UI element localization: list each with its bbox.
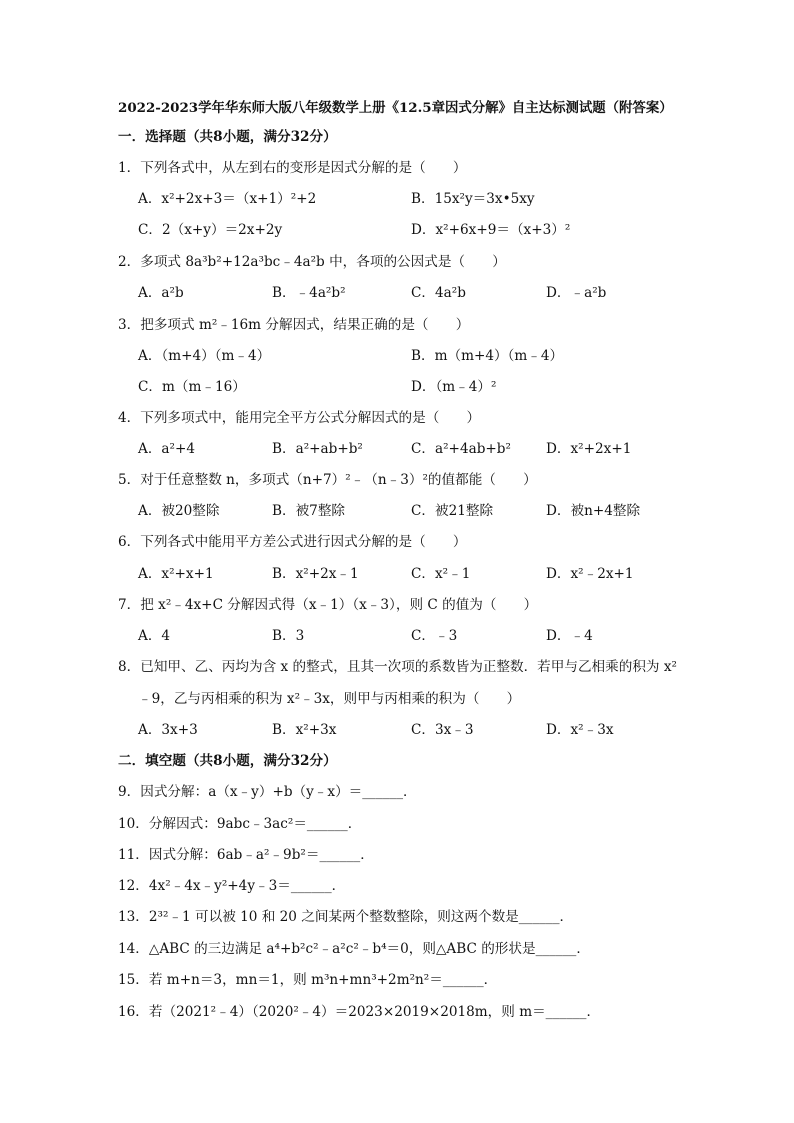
question-7-options xyxy=(138,624,658,644)
option-c: C．x²﹣1 xyxy=(411,566,471,582)
option-d: D．x²﹣3x xyxy=(546,722,614,738)
option-c: C．2（x+y）＝2x+2y xyxy=(138,222,283,238)
question-5-options xyxy=(138,499,658,519)
fill-question-16: 16．若（2021²﹣4）（2020²﹣4）＝2023×2019×2018m，则 m＝______． xyxy=(118,1004,601,1020)
page-title: 2022-2023学年华东师大版八年级数学上册《12.5章因式分解》自主达标测试题（附答案） xyxy=(118,100,673,116)
option-a: A．a²+4 xyxy=(138,441,196,457)
question-8-continuation: ﹣9，乙与丙相乘的积为 x²﹣3x，则甲与丙相乘的积为（ ） xyxy=(138,691,521,707)
option-a: A．x²+2x+3＝（x+1）²+2 xyxy=(138,191,317,207)
option-b: B．被7整除 xyxy=(272,503,346,519)
option-a: A．4 xyxy=(138,628,171,644)
question-4-options xyxy=(138,437,658,457)
option-d: D．x²+6x+9＝（x+3）² xyxy=(411,222,571,238)
option-b: B．15x²y＝3x•5xy xyxy=(411,191,535,207)
section-heading-choice: 一．选择题（共8小题，满分32分） xyxy=(118,129,337,145)
question-6: 6．下列各式中能用平方差公式进行因式分解的是（ ） xyxy=(118,534,467,550)
question-6-options xyxy=(138,562,658,582)
option-c: C．被21整除 xyxy=(411,503,494,519)
question-1: 1．下列各式中，从左到右的变形是因式分解的是（ ） xyxy=(118,160,467,176)
fill-question-10: 10．分解因式：9abc﹣3ac²＝______． xyxy=(118,816,362,832)
fill-question-11: 11．因式分解：6ab﹣a²﹣9b²＝______． xyxy=(118,847,374,863)
option-b: B．3 xyxy=(272,628,305,644)
question-5: 5．对于任意整数 n，多项式（n+7）²﹣（n﹣3）²的值都能（ ） xyxy=(118,472,537,488)
question-3: 3．把多项式 m²﹣16m 分解因式，结果正确的是（ ） xyxy=(118,317,470,333)
option-a: A．a²b xyxy=(138,285,184,301)
option-c: C．m（m﹣16） xyxy=(138,379,246,395)
option-b: B．﹣4a²b² xyxy=(272,285,346,301)
fill-question-12: 12．4x²﹣4x﹣y²+4y﹣3＝______． xyxy=(118,878,346,894)
option-b: B．m（m+4）（m﹣4） xyxy=(411,348,564,364)
option-a: A．3x+3 xyxy=(138,722,198,738)
fill-question-15: 15．若 m+n＝3，mn＝1，则 m³n+mn³+2m²n²＝______． xyxy=(118,972,498,988)
fill-question-14: 14．△ABC 的三边满足 a⁴+b²c²﹣a²c²﹣b⁴＝0，则△ABC 的形状是______． xyxy=(118,941,590,957)
option-d: D．x²﹣2x+1 xyxy=(546,566,634,582)
fill-question-9: 9．因式分解：a（x﹣y）+b（y﹣x）＝______． xyxy=(118,784,417,800)
option-d: D．x²+2x+1 xyxy=(546,441,632,457)
option-d: D．﹣4 xyxy=(546,628,593,644)
option-b: B．x²+2x﹣1 xyxy=(272,566,359,582)
section-heading-fill: 二．填空题（共8小题，满分32分） xyxy=(118,753,337,769)
question-8-options xyxy=(138,718,658,738)
question-3-options-row2 xyxy=(138,375,658,395)
question-1-options xyxy=(138,187,658,207)
option-a: A．被20整除 xyxy=(138,503,220,519)
option-a: A．x²+x+1 xyxy=(138,566,214,582)
question-7: 7．把 x²﹣4x+C 分解因式得（x﹣1）（x﹣3），则 C 的值为（ ） xyxy=(118,597,538,613)
question-4: 4．下列多项式中，能用完全平方公式分解因式的是（ ） xyxy=(118,410,481,426)
option-b: B．x²+3x xyxy=(272,722,337,738)
option-c: C．4a²b xyxy=(411,285,466,301)
option-d: D．﹣a²b xyxy=(546,285,607,301)
question-2-options xyxy=(138,281,658,301)
option-d: D．被n+4整除 xyxy=(546,503,641,519)
question-2: 2．多项式 8a³b²+12a³bc﹣4a²b 中，各项的公因式是（ ） xyxy=(118,254,506,270)
question-3-options xyxy=(138,344,658,364)
option-c: C．3x﹣3 xyxy=(411,722,474,738)
option-a: A．（m+4）（m﹣4） xyxy=(138,348,271,364)
fill-question-13: 13．2³²﹣1 可以被 10 和 20 之间某两个整数整除，则这两个数是______． xyxy=(118,909,574,925)
question-8: 8．已知甲、乙、丙均为含 x 的整式，且其一次项的系数皆为正整数．若甲与乙相乘的积为 x² xyxy=(118,659,677,675)
option-d: D．（m﹣4）² xyxy=(411,379,497,395)
option-b: B．a²+ab+b² xyxy=(272,441,363,457)
option-c: C．﹣3 xyxy=(411,628,458,644)
question-1-options-row2 xyxy=(138,218,658,238)
option-c: C．a²+4ab+b² xyxy=(411,441,511,457)
